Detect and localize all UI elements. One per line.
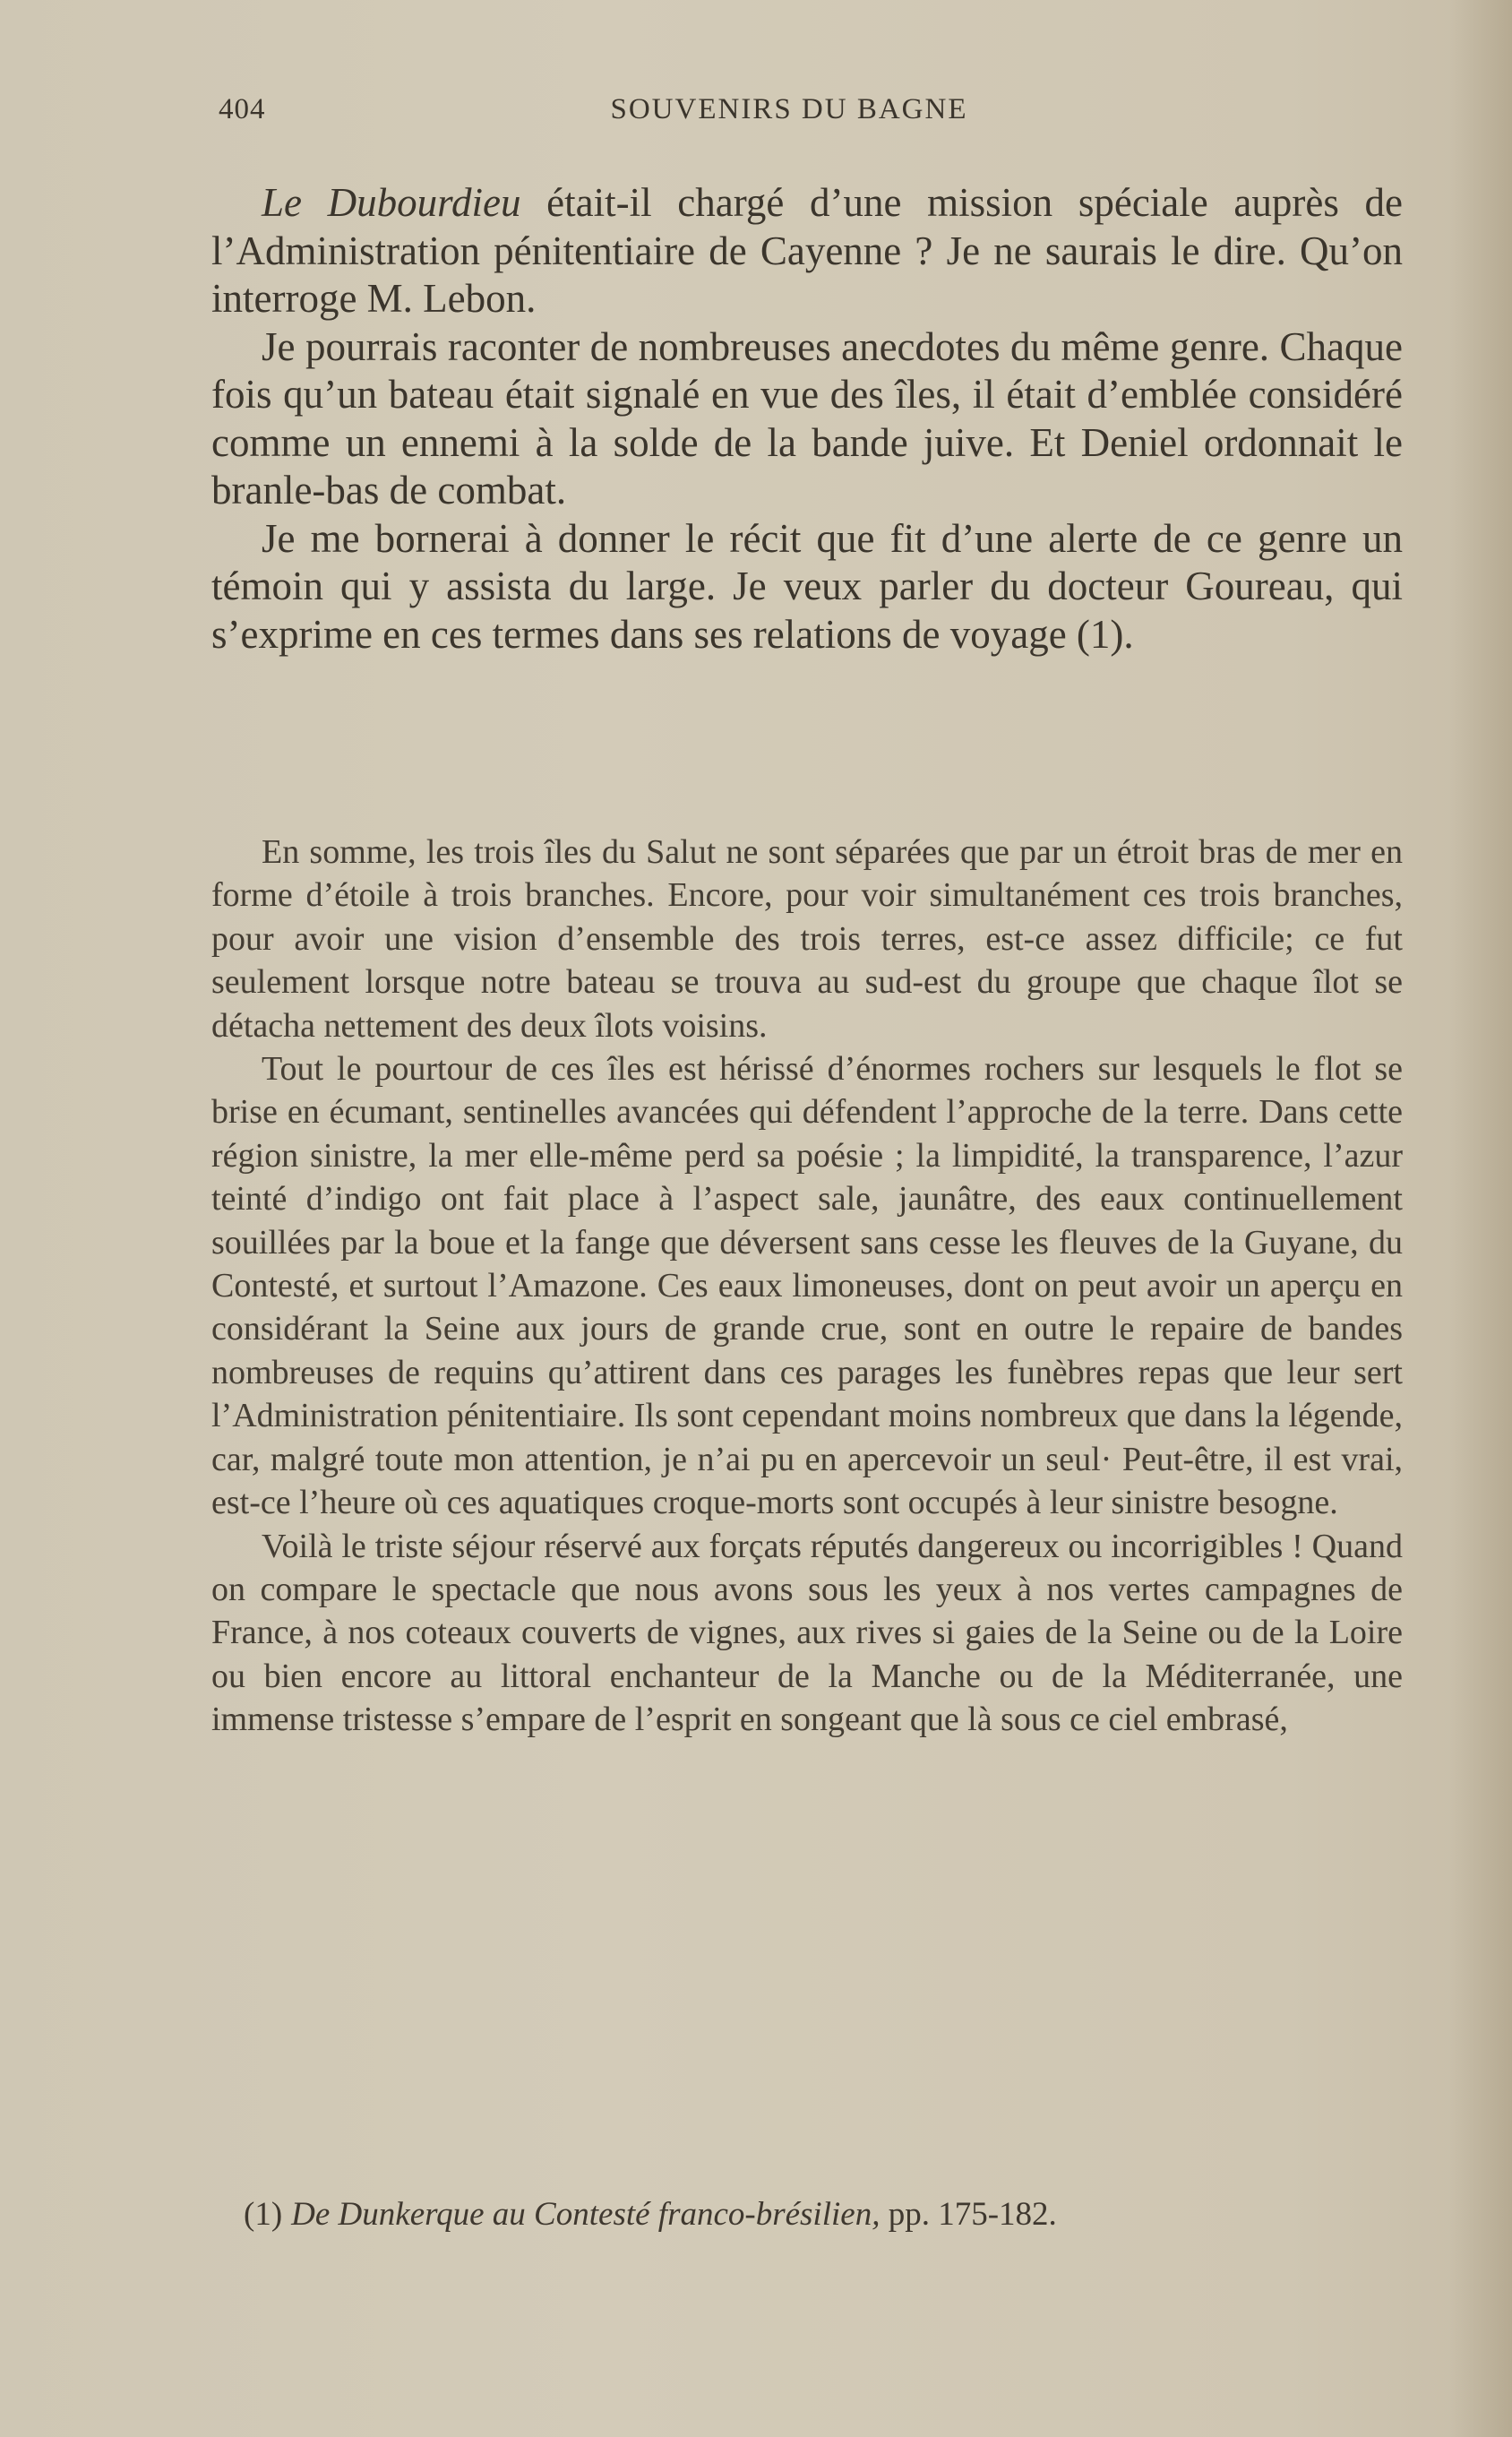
running-title: SOUVENIRS DU BAGNE <box>610 93 968 125</box>
footnote-pages: pp. 175-182. <box>880 2196 1057 2233</box>
quote-paragraph-2: Tout le pourtour de ces îles est hérissé d’énormes rochers sur lesquels le flot se brise en écumant, sentinelles avancées qui défendent l’approche de la terre. Dans cette région sinistre, la mer elle-même perd sa poésie ; la limpidité, la transparence, l’azur teinté d’indigo ont fait place à l’aspect sale, jaunâtre, des eaux continuellement souillées par la boue et la fange que déversent sans cesse les fleuves de la Guyane, du Contesté, et surtout l’Amazone. Ces eaux limoneuses, dont on peut avoir un aperçu en considérant la Seine aux jours de grande crue, sont en outre le repaire de bandes nombreuses de requins qu’attirent dans ces parages les funèbres repas que leur sert l’Administration pénitentiaire. Ils sont cependant moins nombreux que dans la légende, car, malgré toute mon attention, je n’ai pu en apercevoir un seul· Peut-être, il est vrai, est-ce l’heure où ces aquatiques croque-morts sont occupés à leur sinistre besogne. <box>211 1050 1403 1522</box>
page-header <box>211 93 1403 138</box>
paragraph-1 <box>211 179 1403 323</box>
ship-name: Le Dubourdieu <box>262 180 521 225</box>
footnote <box>244 2192 1408 2237</box>
paragraph-3: Je me bornerai à donner le récit que fit d’une alerte de ce genre un témoin qui y assista du large. Je veux parler du docteur Goureau, qui s’exprime en ces termes dans ses relations de voyage (1). <box>211 515 1403 657</box>
footnote-title: De Dunkerque au Contesté franco-brésilien, <box>291 2196 881 2233</box>
quote-paragraph-1: En somme, les trois îles du Salut ne sont séparées que par un étroit bras de mer en forme d’étoile à trois branches. Encore, pour voir simultanément ces trois branches, pour avoir une vision d’ensemble des trois terres, est-ce assez difficile; ce fut seulement lorsque notre bateau se trouva au sud-est du groupe que chaque îlot se détacha nettement des deux îlots voisins. <box>211 833 1403 1045</box>
page-spine-shadow <box>1449 0 1512 2437</box>
quoted-passage <box>211 831 1403 1742</box>
quote-paragraph-3: Voilà le triste séjour réservé aux forçats réputés dangereux ou incorrigibles ! Quand on compare le spectacle que nous avons sous les yeux à nos vertes campagnes de France, à nos coteaux couverts de vignes, aux rives si gaies de la Seine ou de la Loire ou bien encore au littoral enchanteur de la Manche ou de la Méditerranée, une immense tristesse s’empare de l’esprit en songeant que là sous ce ciel embrasé, <box>211 1527 1403 1739</box>
paragraph-1-text: était-il chargé d’une mission spéciale auprès de l’Administration pénitentiaire de Cayenne ? Je ne saurais le dire. Qu’on interroge M. Lebon. <box>211 180 1403 321</box>
footnote-marker: (1) <box>244 2196 283 2233</box>
main-text <box>211 179 1403 659</box>
page-number: 404 <box>219 93 266 125</box>
paragraph-2: Je pourrais raconter de nombreuses anecdotes du même genre. Chaque fois qu’un bateau était signalé en vue des îles, il était d’emblée considéré comme un ennemi à la solde de la bande juive. Et Deniel ordonnait le branle-bas de combat. <box>211 323 1403 512</box>
